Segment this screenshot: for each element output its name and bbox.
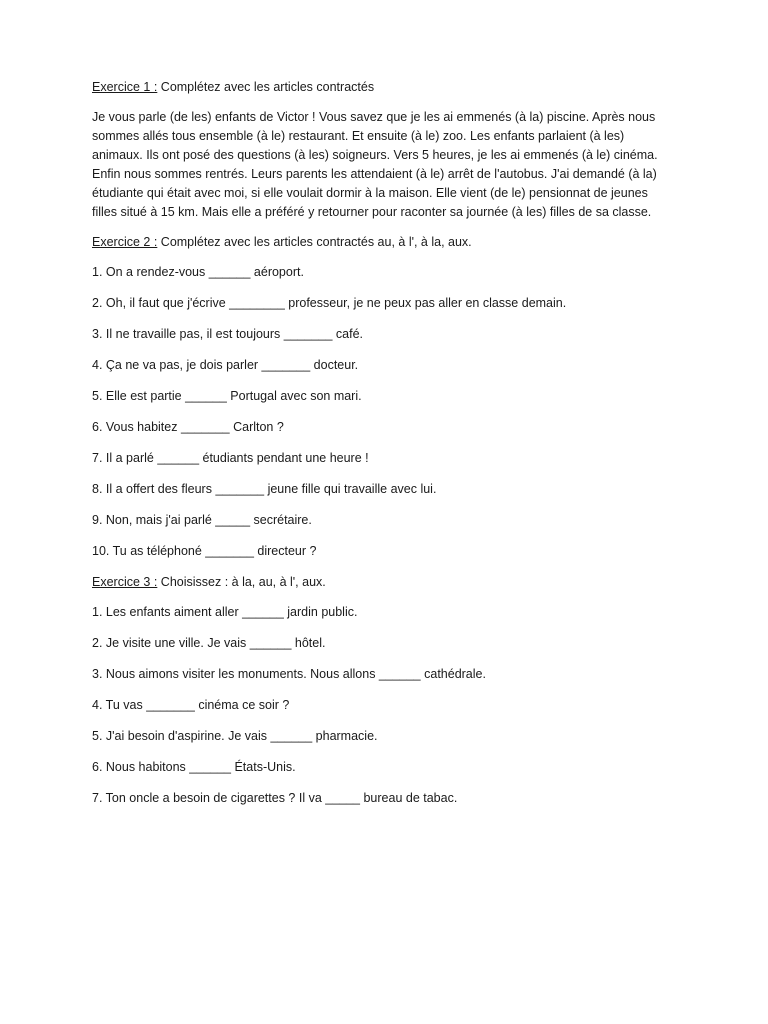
exercise-2-label: Exercice 2 : [92,235,158,249]
exercise-item: 7. Il a parlé ______ étudiants pendant une heure ! [92,451,369,465]
exercise-2-heading [92,233,692,252]
exercise-item: 9. Non, mais j'ai parlé _____ secrétaire. [92,513,312,527]
worksheet-page [92,78,692,820]
exercise-item: 4. Tu vas _______ cinéma ce soir ? [92,698,290,712]
exercise-item: 5. Elle est partie ______ Portugal avec son mari. [92,389,362,403]
exercise-item: 2. Je visite une ville. Je vais ______ hôtel. [92,636,326,650]
paragraph-line: Enfin nous sommes rentrés. Leurs parents les attendaient (à le) arrêt de l'autobus. J'ai demandé (à la) [92,167,657,181]
exercise-2-instruction: Complétez avec les articles contractés au, à l', à la, aux. [157,235,472,249]
paragraph-line: animaux. Ils ont posé des questions (à les) soigneurs. Vers 5 heures, je les ai emmenés (à le) cinéma. [92,148,658,162]
exercise-item: 1. Les enfants aiment aller ______ jardin public. [92,605,358,619]
exercise-item: 3. Nous aimons visiter les monuments. Nous allons ______ cathédrale. [92,667,486,681]
exercise-item: 3. Il ne travaille pas, il est toujours _______ café. [92,327,363,341]
exercise-item: 1. On a rendez-vous ______ aéroport. [92,265,304,279]
exercise-3-heading [92,573,692,592]
exercise-item: 10. Tu as téléphoné _______ directeur ? [92,544,317,558]
exercise-1-instruction: Complétez avec les articles contractés [157,80,375,94]
exercise-2-list [92,263,692,561]
exercise-3-label: Exercice 3 : [92,575,158,589]
exercise-1-paragraph [92,108,692,222]
exercise-1-label: Exercice 1 : [92,80,158,94]
exercise-item: 6. Nous habitons ______ États-Unis. [92,760,296,774]
paragraph-line: filles situé à 15 km. Mais elle a préféré y retourner pour raconter sa journée (à les) filles de sa classe. [92,205,652,219]
paragraph-line: Je vous parle (de les) enfants de Victor ! Vous savez que je les ai emmenés (à la) piscine. Après nous [92,110,656,124]
paragraph-line: étudiante qui était avec moi, si elle voulait dormir à la maison. Elle vient (de le) pensionnat de jeunes [92,186,648,200]
exercise-item: 2. Oh, il faut que j'écrive ________ professeur, je ne peux pas aller en classe demain. [92,296,567,310]
exercise-item: 8. Il a offert des fleurs _______ jeune fille qui travaille avec lui. [92,482,437,496]
exercise-3-instruction: Choisissez : à la, au, à l', aux. [157,575,326,589]
exercise-1-heading [92,78,692,97]
paragraph-line: sommes allés tous ensemble (à le) restaurant. Et ensuite (à le) zoo. Les enfants parlaient (à les) [92,129,625,143]
exercise-item: 7. Ton oncle a besoin de cigarettes ? Il va _____ bureau de tabac. [92,791,458,805]
exercise-3-list [92,603,692,808]
exercise-item: 5. J'ai besoin d'aspirine. Je vais ______ pharmacie. [92,729,378,743]
exercise-item: 4. Ça ne va pas, je dois parler _______ docteur. [92,358,359,372]
exercise-item: 6. Vous habitez _______ Carlton ? [92,420,284,434]
